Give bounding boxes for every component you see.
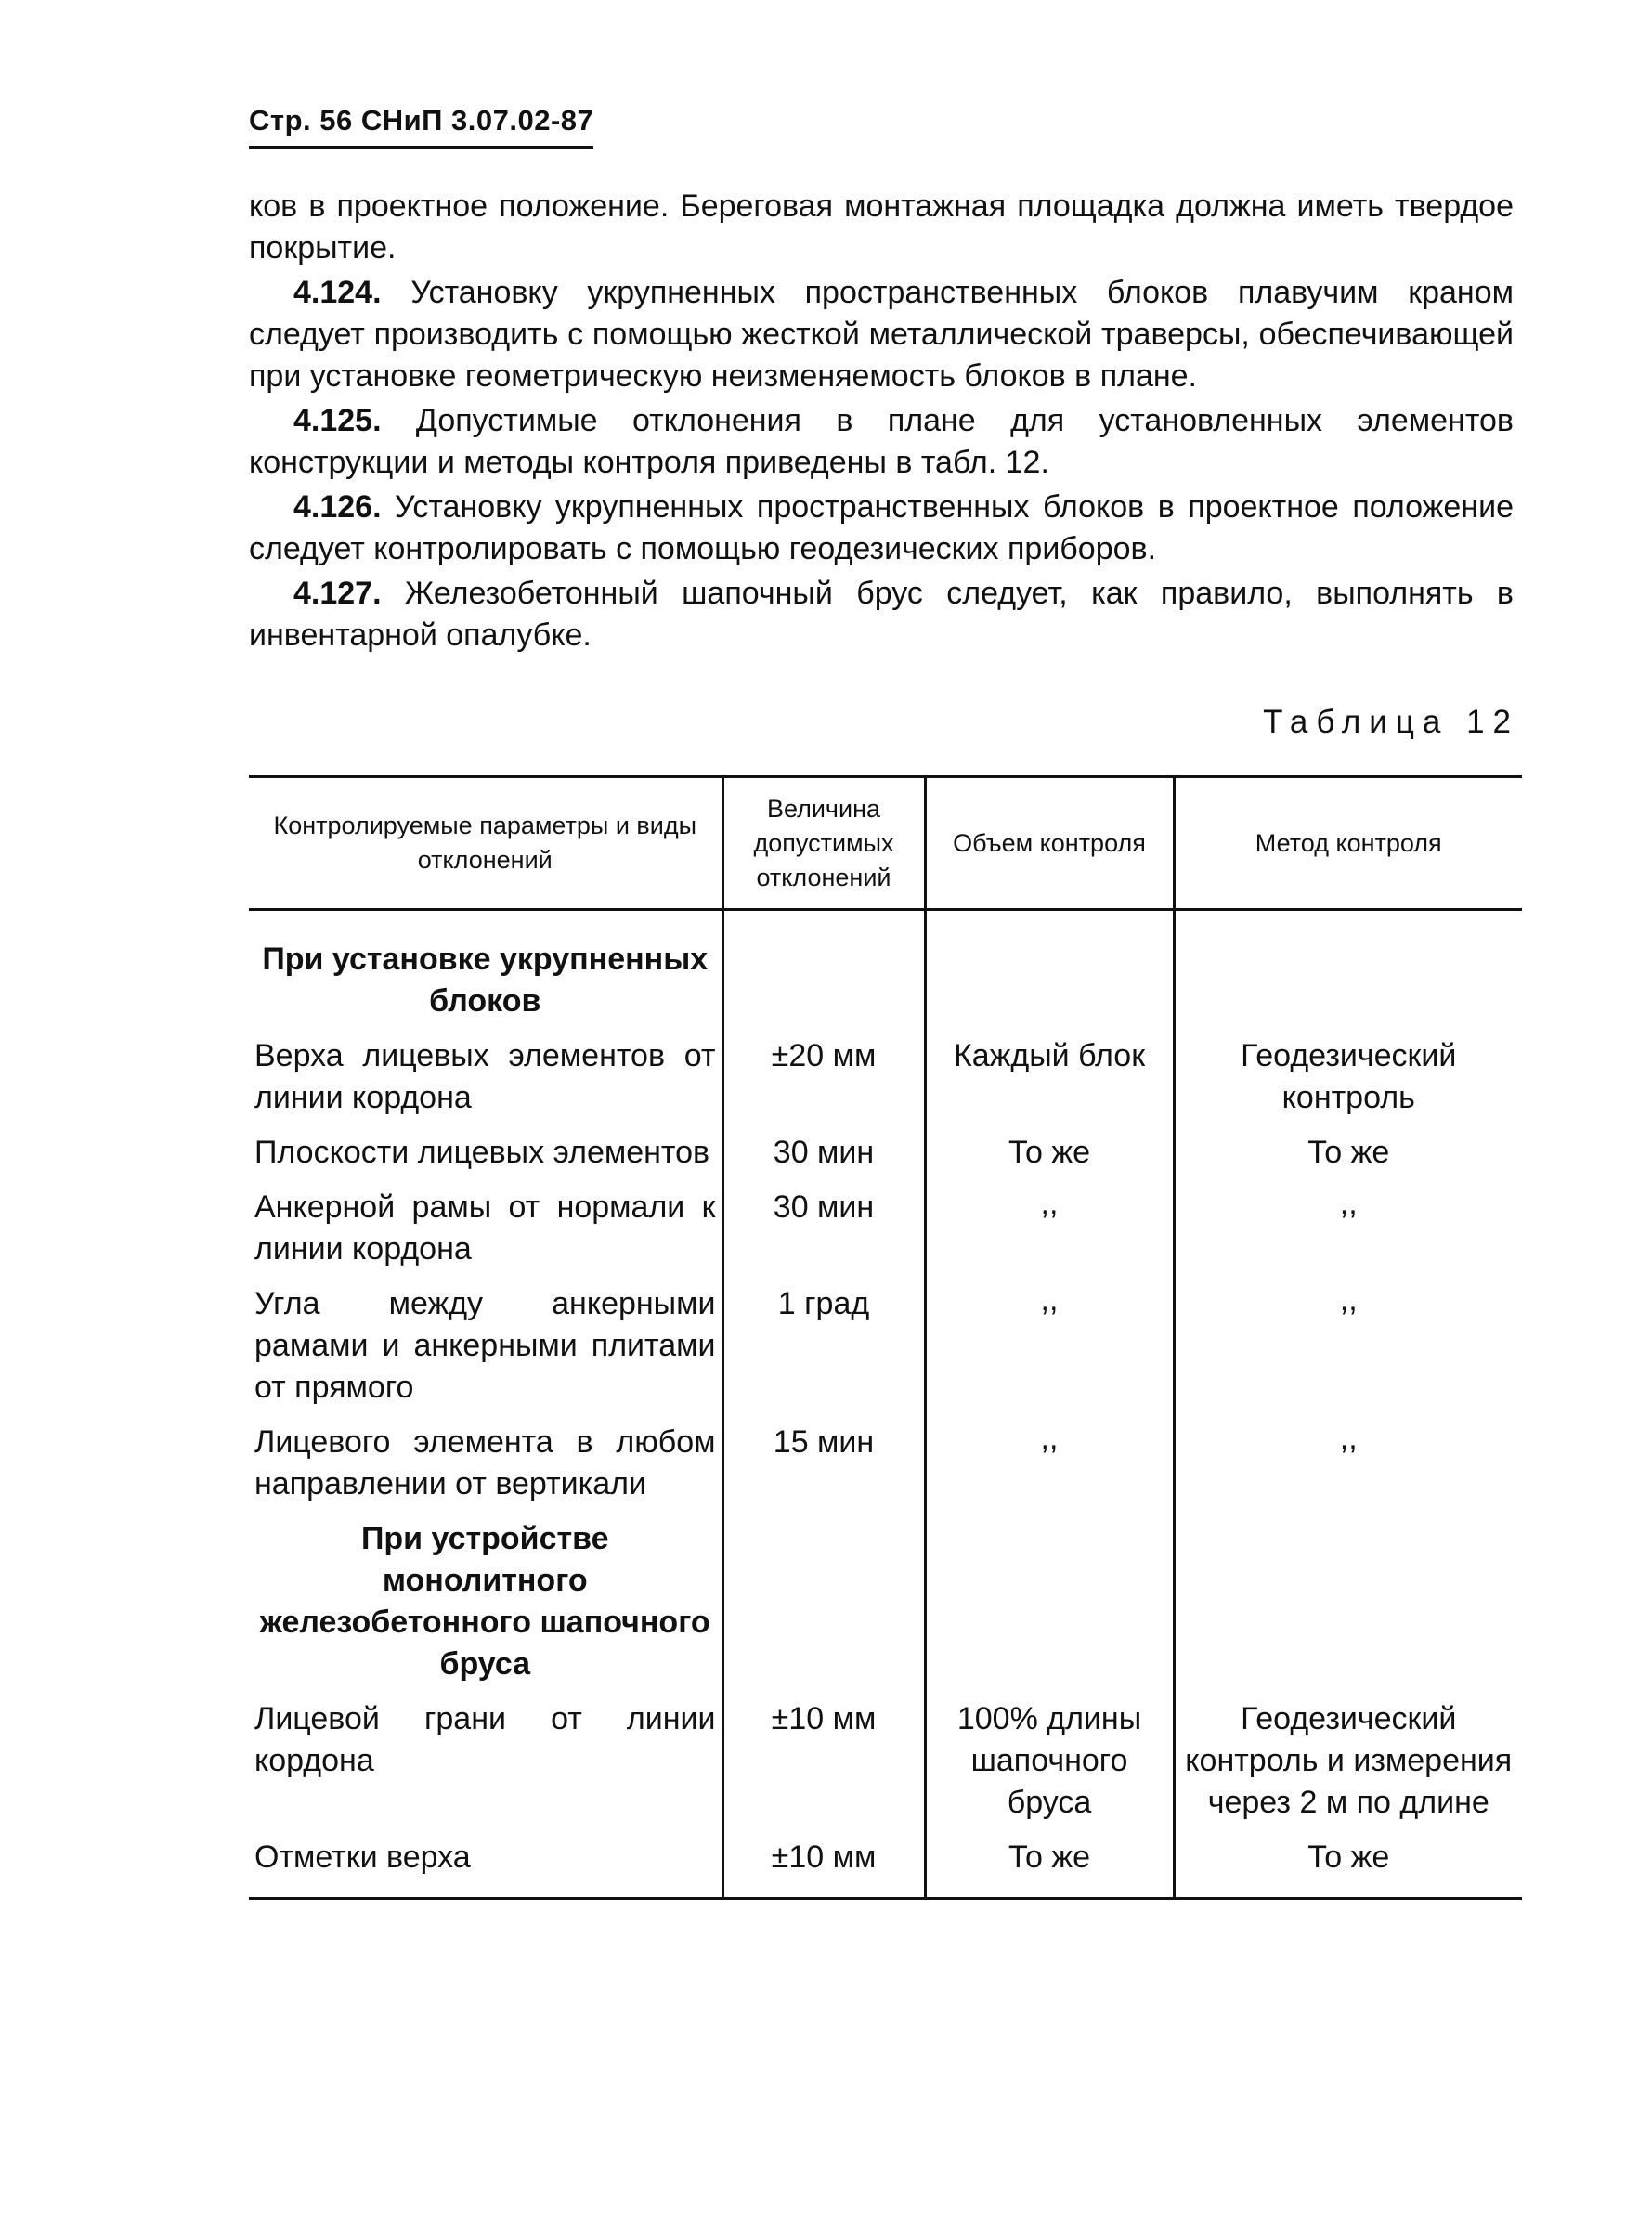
scope-cell: ,, [925,1174,1174,1270]
parameter-cell: Плоскости лицевых элементов [254,1135,710,1170]
clause-number: 4.126. [293,489,382,525]
column-header-tolerance: Величина допустимых отклонений [722,777,925,910]
tolerance-cell: ±20 мм [722,1022,925,1119]
tolerance-cell: ±10 мм [722,1685,925,1824]
table-header-row [249,777,1522,910]
table-row [249,1119,1522,1174]
method-cell: ,, [1174,1174,1522,1270]
column-header-method: Метод контроля [1174,777,1522,910]
tolerance-cell: 15 мин [722,1409,925,1505]
scope-cell: 100% длины шапочного бруса [925,1685,1174,1824]
paragraph-4-127 [249,573,1514,656]
clause-number: 4.127. [293,576,382,611]
paragraph: ков в проектное положение. Береговая монтажная площадка должна иметь твердое покрытие. [249,188,1514,266]
parameter-cell: Отметки верха [249,1824,722,1899]
method-cell: Геодезический контроль [1174,1022,1522,1119]
table-row [249,1022,1522,1119]
table-row [249,1270,1522,1409]
scope-cell: То же [925,1824,1174,1899]
column-header-scope: Объем контроля [925,777,1174,910]
tolerance-cell: 1 град [722,1270,925,1409]
scope-cell: Каждый блок [925,1022,1174,1119]
scope-cell: ,, [925,1409,1174,1505]
table-label: Таблица 12 [1263,704,1519,740]
table-row [249,1174,1522,1270]
clause-text: Железобетонный шапочный брус следует, как правило, выполнять в инвентарной опалубке. [249,576,1514,653]
tolerance-cell: 30 мин [722,1174,925,1270]
table-section-row [249,910,1522,1023]
parameter-cell: Лицевого элемента в любом направлении от вертикали [254,1424,716,1501]
parameter-cell: Верха лицевых элементов от линии кордона [254,1038,716,1115]
scope-cell: ,, [925,1270,1174,1409]
clause-text: Установку укрупненных пространственных блоков в проектное положение следует контролировать с помощью геодезических приборов. [249,489,1514,566]
method-cell: Геодезический контроль и измерения через 2 м по длине [1174,1685,1522,1824]
table-row [249,1409,1522,1505]
section-heading: При установке укрупненных блоков [262,942,709,1019]
method-cell: ,, [1174,1270,1522,1409]
paragraph-4-124 [249,272,1514,397]
paragraph-4-125 [249,400,1514,484]
clause-number: 4.124. [293,275,382,310]
parameter-cell: Лицевой грани от линии кордона [254,1701,716,1778]
tolerance-cell: ±10 мм [722,1824,925,1899]
method-cell: ,, [1174,1409,1522,1505]
clause-number: 4.125. [293,403,382,438]
table-section-row [249,1505,1522,1685]
clause-text: Установку укрупненных пространственных блоков плавучим краном следует производить с помощью жесткой металлической траверсы, обеспечивающей при установке геометрическую неизменяемость блоков в плане. [249,275,1514,394]
body-text [249,186,1514,659]
table-row [249,1685,1522,1824]
method-cell: То же [1174,1119,1522,1174]
section-heading: При устройстве монолитного железобетонного шапочного бруса [259,1521,710,1682]
scope-cell: То же [925,1119,1174,1174]
paragraph-4-126 [249,487,1514,570]
parameter-cell: Угла между анкерными рамами и анкерными плитами от прямого [254,1286,716,1405]
tolerance-cell: 30 мин [722,1119,925,1174]
parameter-cell: Анкерной рамы от нормали к линии кордона [254,1189,716,1267]
table-12 [249,775,1522,1900]
column-header-parameters: Контролируемые параметры и виды отклонений [249,777,722,910]
method-cell: То же [1174,1824,1522,1899]
tolerance-table [249,775,1522,1900]
clause-text: Допустимые отклонения в плане для установленных элементов конструкции и методы контроля приведены в табл. 12. [249,403,1514,480]
table-row [249,1824,1522,1899]
page-header: Стр. 56 СНиП 3.07.02-87 [249,104,593,149]
